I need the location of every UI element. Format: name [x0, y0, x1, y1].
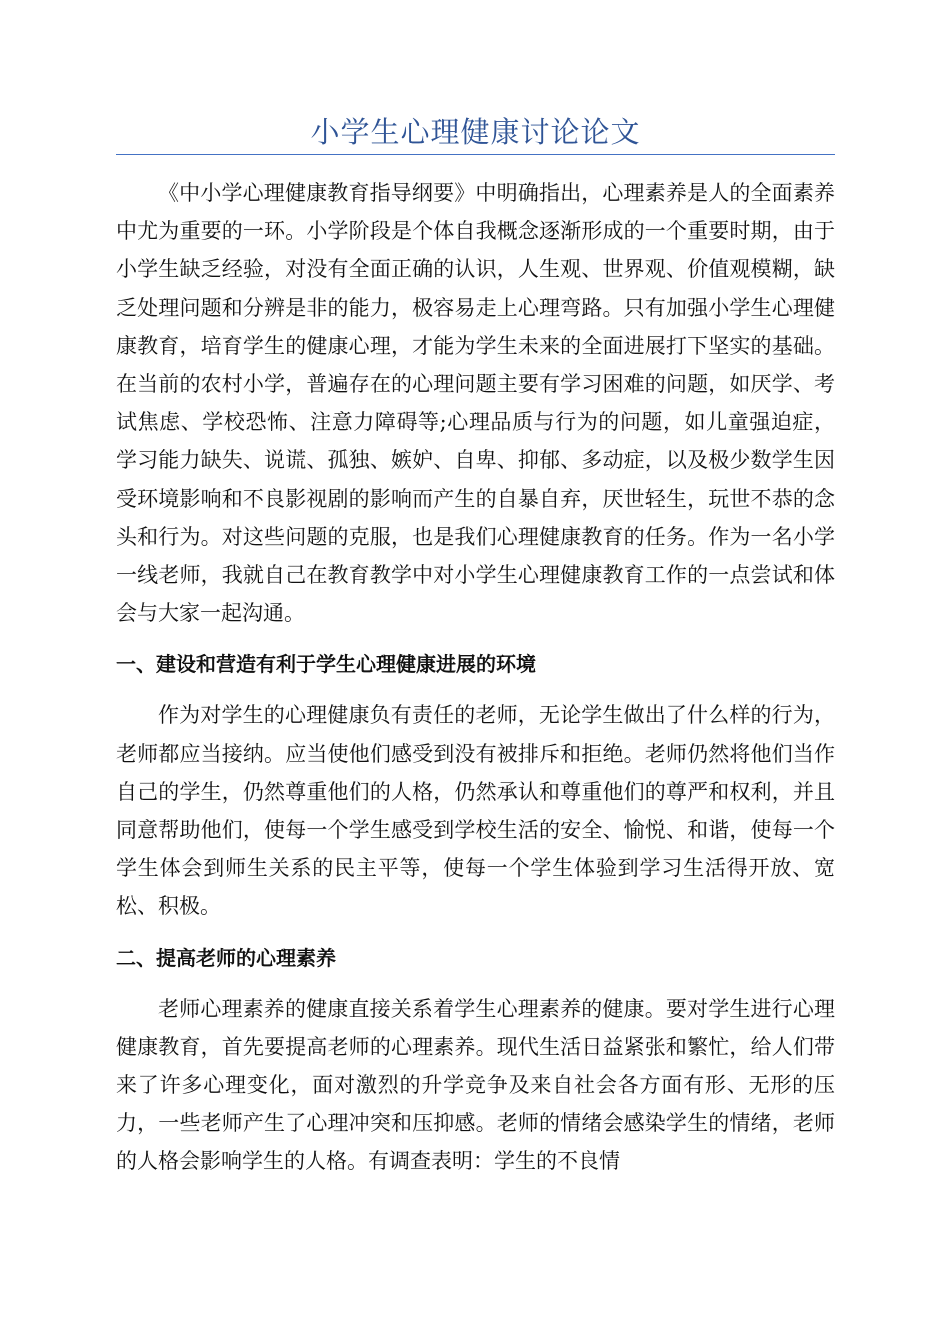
intro-paragraph: 《中小学心理健康教育指导纲要》中明确指出，心理素养是人的全面素养中尤为重要的一环。小学阶段是个体自我概念逐渐形成的一个重要时期，由于小学生缺乏经验，对没有全面正确的认识，人生观、世界观、价值观模糊，缺乏处理问题和分辨是非的能力，极容易走上心理弯路。只有加强小学生心理健康教育，培育学生的健康心理，才能为学生未来的全面进展打下坚实的基础。在当前的农村小学，普遍存在的心理问题主要有学习困难的问题，如厌学、考试焦虑、学校恐怖、注意力障碍等;心理品质与行为的问题，如儿童强迫症，学习能力缺失、说谎、孤独、嫉妒、自卑、抑郁、多动症，以及极少数学生因受环境影响和不良影视剧的影响而产生的自暴自弃，厌世轻生，玩世不恭的念头和行为。对这些问题的克服，也是我们心理健康教育的任务。作为一名小学一线老师，我就自己在教育教学中对小学生心理健康教育工作的一点尝试和体会与大家一起沟通。: [116, 181, 835, 626]
title-underline: [116, 154, 835, 155]
section-1-paragraph: 作为对学生的心理健康负有责任的老师，无论学生做出了什么样的行为，老师都应当接纳。应当使他们感受到没有被排斥和拒绝。老师仍然将他们当作自己的学生，仍然尊重他们的人格，仍然承认和尊重他们的尊严和权利，并且同意帮助他们，使每一个学生感受到学校生活的安全、愉悦、和谐，使每一个学生体会到师生关系的民主平等，使每一个学生体验到学习生活得开放、宽松、积极。: [116, 703, 835, 919]
section-heading-1: 一、建设和营造有利于学生心理健康进展的环境: [116, 652, 536, 677]
section-heading-2: 二、提高老师的心理素养: [116, 945, 336, 970]
document-title: 小学生心理健康讨论论文: [310, 115, 641, 149]
section-2-paragraph: 老师心理素养的健康直接关系着学生心理素养的健康。要对学生进行心理健康教育，首先要提高老师的心理素养。现代生活日益紧张和繁忙，给人们带来了许多心理变化，面对激烈的升学竞争及来自社会各方面有形、无形的压力，一些老师产生了心理冲突和压抑感。老师的情绪会感染学生的情绪，老师的人格会影响学生的人格。有调查表明：学生的不良情: [116, 996, 835, 1174]
document-body: [116, 174, 835, 1181]
